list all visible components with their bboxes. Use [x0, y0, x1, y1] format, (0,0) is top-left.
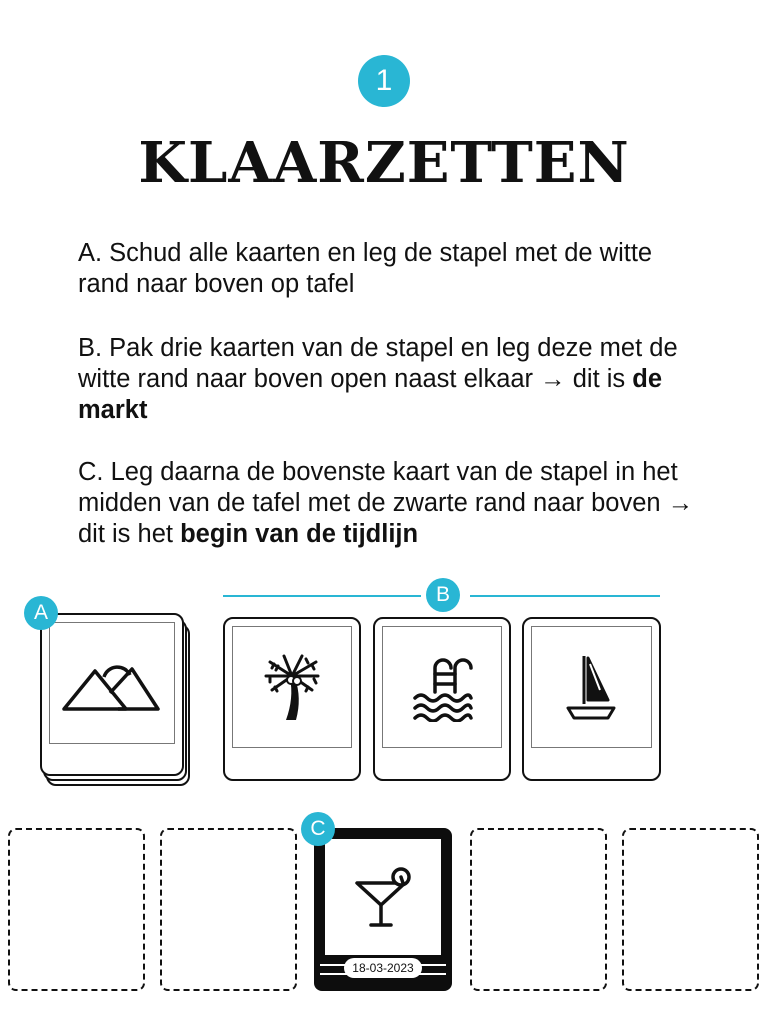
instruction-b-text: B. Pak drie kaarten van de stapel en leg deze met de witte rand naar boven open naast elkaar → dit is — [78, 334, 678, 393]
market-card-window — [382, 626, 502, 748]
market-card — [522, 617, 661, 781]
deck-card-top — [40, 613, 184, 776]
instruction-b — [78, 333, 708, 426]
swimming-pool-icon — [411, 652, 473, 722]
label-b-badge — [426, 578, 460, 612]
market-card-window — [531, 626, 652, 748]
label-c: C — [310, 817, 326, 840]
timeline-empty-slot — [470, 828, 607, 991]
label-b: B — [435, 583, 450, 606]
market-card — [223, 617, 361, 781]
market-line-right — [470, 595, 660, 597]
mountains-icon — [62, 653, 162, 713]
label-a: A — [33, 601, 48, 624]
instruction-c-emphasis: begin van de tijdlijn — [180, 520, 419, 548]
market-card-window — [232, 626, 352, 748]
palm-tree-icon — [262, 652, 322, 722]
card-date: 18-03-2023 — [344, 958, 422, 978]
timeline-empty-slot — [622, 828, 759, 991]
timeline-start-card — [314, 828, 452, 991]
cocktail-icon — [353, 865, 413, 929]
page-title: KLAARZETTEN — [138, 130, 630, 196]
instruction-c-text: C. Leg daarna de bovenste kaart van de stapel in het midden van de tafel met de zwarte rand naar boven → dit is het — [78, 458, 694, 548]
instruction-a: A. Schud alle kaarten en leg de stapel met de witte rand naar boven op tafel — [78, 239, 653, 298]
timeline-card-window — [325, 839, 441, 955]
timeline-empty-slot — [8, 828, 145, 991]
market-card — [373, 617, 511, 781]
sailboat-icon — [564, 652, 620, 722]
deck-card-window — [49, 622, 175, 744]
instruction-b-emphasis: de markt — [78, 365, 663, 424]
market-line-left — [223, 595, 421, 597]
instruction-c — [78, 457, 708, 550]
step-badge — [358, 55, 410, 107]
step-number: 1 — [375, 64, 393, 97]
label-a-badge — [24, 596, 58, 630]
timeline-empty-slot — [160, 828, 297, 991]
label-c-badge — [301, 812, 335, 846]
